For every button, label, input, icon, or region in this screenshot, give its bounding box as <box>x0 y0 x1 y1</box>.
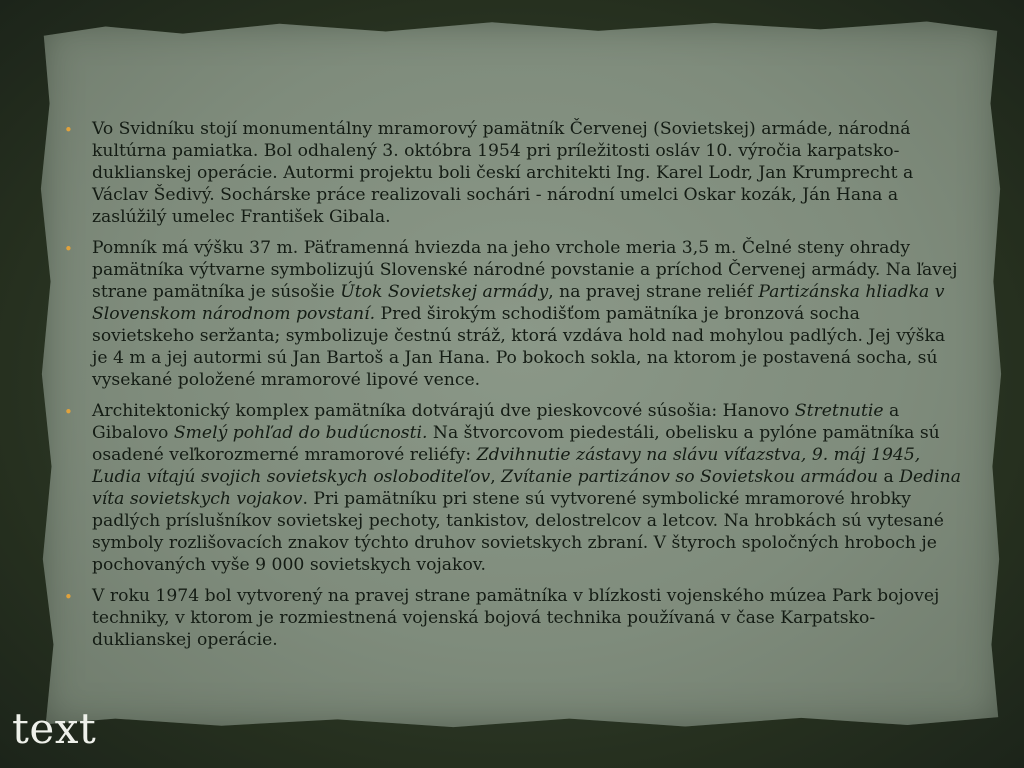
paragraph-text: V roku 1974 bol vytvorený na pravej strane pamätníka v blízkosti vojenského múzea Park bojovej techniky, v ktorom je rozmiestnená vojenská bojová technika používaná v čase Karpatsko-duklianskej operácie. <box>92 586 940 650</box>
paragraph-text: Pomník má výšku 37 m. Päťramenná hviezda na jeho vrchole meria 3,5 m. Čelné steny ohrady pamätníka výtvarne symbolizujú Slovenské národné povstanie a príchod Červenej armády. Na ľavej strane pamätníka je súsošie <box>92 238 958 302</box>
italic-title-text: Dedina víta sovietskych vojakov <box>92 467 961 509</box>
bullet-paragraph <box>62 237 962 391</box>
paragraph-text: Vo Svidníku stojí monumentálny mramorový pamätník Červenej (Sovietskej) armáde, národná kultúrna pamiatka. Bol odhalený 3. októbra 1954 pri príležitosti osláv 10. výročia karpatsko-duklianskej operácie. Autormi projektu boli českí architekti Ing. Karel Lodr, Jan Krumprecht a Václav Šedivý. Sochárske práce realizovali sochári - národní umelci Oskar kozák, Ján Hana a zaslúžilý umelec František Gibala. <box>92 119 914 227</box>
paragraph-text: a <box>878 467 900 487</box>
bullet-paragraph <box>62 585 962 651</box>
italic-title-text: Smelý pohľad do budúcnosti. <box>173 423 428 443</box>
paragraph-text: Architektonický komplex pamätníka dotvárajú dve pieskovcové súsošia: Hanovo <box>92 401 795 421</box>
bullet-paragraph <box>62 400 962 576</box>
paragraph-text: , <box>490 467 502 487</box>
slide-title: text <box>12 704 97 753</box>
paragraph-text: Na štvorcovom piedestáli, obelisku a pylóne pamätníka sú osadené veľkorozmerné mramorové reliéfy: <box>92 423 940 465</box>
paragraph-text: a Gibalovo <box>92 401 900 443</box>
slide-body <box>62 118 962 660</box>
italic-title-text: Zvítanie partizánov so Sovietskou armádou <box>501 467 879 487</box>
bullet-paragraph <box>62 118 962 228</box>
italic-title-text: Stretnutie <box>794 401 884 421</box>
italic-title-text: Zdvihnutie zástavy na slávu víťazstva, 9. máj 1945, Ľudia vítajú svojich sovietskych osloboditeľov <box>92 445 921 487</box>
paragraph-text: . Pri pamätníku pri stene sú vytvorené symbolické mramorové hrobky padlých príslušníkov sovietskej pechoty, tankistov, delostrelcov a letcov. Na hrobkách sú vytesané symboly rozlišovacích znakov týchto druhov sovietskych zbraní. V štyroch spoločných hroboch je pochovaných vyše 9 000 sovietskych vojakov. <box>92 489 944 575</box>
bullet-icon: • <box>64 403 73 421</box>
bullet-icon: • <box>64 588 73 606</box>
bullet-icon: • <box>64 240 73 258</box>
bullet-icon: • <box>64 121 73 139</box>
bullet-list <box>62 118 962 651</box>
paragraph-text: , na pravej strane reliéf <box>548 282 759 302</box>
italic-title-text: Partizánska hliadka v Slovenskom národnom povstaní. <box>92 282 945 324</box>
italic-title-text: Útok Sovietskej armády <box>340 282 549 302</box>
paragraph-text: Pred širokým schodišťom pamätníka je bronzová socha sovietskeho seržanta; symbolizuje čestnú stráž, ktorá vzdáva hold nad mohylou padlých. Jej výška je 4 m a jej autormi sú Jan Bartoš a Jan Hana. Po bokoch sokla, na ktorom je postavená socha, sú vysekané položené mramorové lipové vence. <box>92 304 946 390</box>
